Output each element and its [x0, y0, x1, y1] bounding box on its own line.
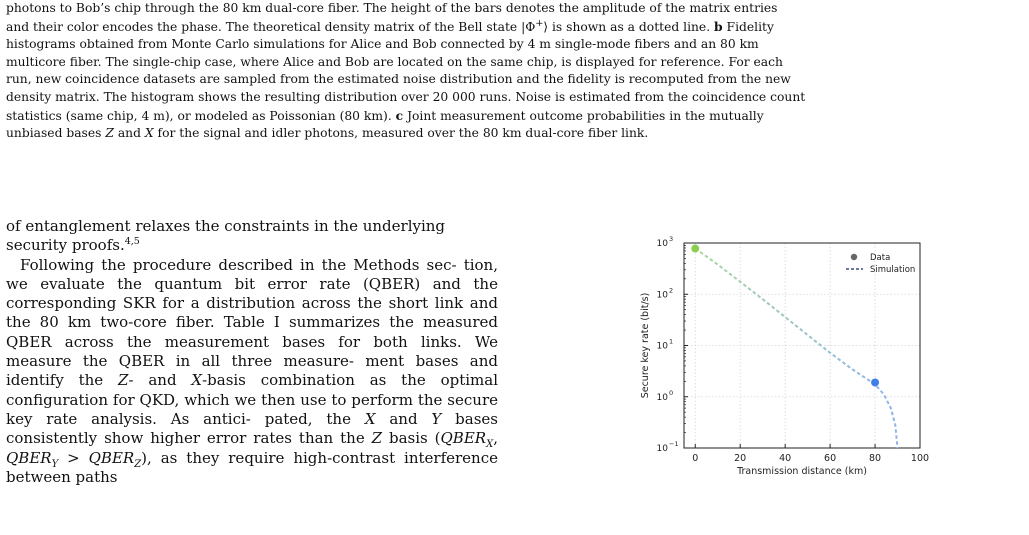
legend-label-data: Data	[870, 253, 891, 263]
math-expr: QBER	[440, 429, 487, 448]
citation: 4,5	[124, 236, 140, 248]
text-line: ment bases and identify the	[6, 352, 498, 390]
y-tick-label: 10	[656, 444, 668, 454]
math-var: Z	[105, 126, 114, 141]
text-line: basis (	[382, 429, 441, 448]
text-line: -basis combination	[202, 371, 355, 390]
text-line: and	[375, 409, 432, 428]
y-tick-exponent: 1	[669, 337, 674, 346]
math-var: X	[144, 126, 154, 141]
text-line: the corresponding SKR for a distribution across the short	[6, 274, 498, 313]
caption-text: for the signal and idler photons, measured over the 80 km dual-core fiber link.	[153, 126, 649, 141]
panel-label-c: c	[395, 107, 404, 123]
math-var: Y	[431, 409, 442, 428]
math-var: Z	[118, 371, 129, 390]
text-line: bases consistently show higher error	[6, 409, 498, 448]
caption-text: and their color encodes the phase. The theoretical density matrix of the Bell state |Φ	[6, 19, 536, 34]
caption-text: Fidelity	[722, 19, 774, 34]
caption-text: and	[113, 126, 145, 141]
paragraph	[6, 217, 498, 256]
simulation-line	[695, 249, 897, 449]
text-line: - and	[128, 371, 192, 390]
text-line: link and the 80 km two-core fiber. Table I summarizes	[6, 294, 498, 332]
text-line: use to perform the secure key rate analysis. As antici-	[6, 390, 498, 428]
data-point	[871, 378, 879, 386]
text-line: security proofs.	[6, 236, 125, 255]
y-tick-exponent: 0	[669, 388, 674, 397]
skr-chart	[620, 225, 950, 475]
x-axis-label: Transmission distance (km)	[737, 466, 867, 475]
caption-text: ⟩ is shown as a dotted line.	[543, 19, 715, 34]
x-tick-label: 80	[869, 453, 882, 464]
y-tick-label: 10	[656, 341, 668, 352]
legend-marker-data	[851, 254, 857, 260]
text-line: as they require high-contrast interference between paths	[6, 448, 498, 486]
caption-sup: +	[535, 17, 544, 29]
x-tick-label: 60	[824, 453, 837, 464]
text-line: rates than the	[253, 429, 372, 448]
text-line: >	[58, 448, 89, 467]
y-axis-label: Secure key rate (bit/s)	[640, 292, 651, 399]
text-line: ,	[493, 429, 498, 448]
panel-label-b: b	[714, 18, 723, 34]
math-sub: Y	[51, 458, 59, 470]
text-line: of entanglement relaxes the constraints in the underlying	[6, 217, 446, 235]
math-expr: QBER	[88, 448, 135, 467]
x-tick-label: 0	[692, 453, 699, 464]
legend-label-simulation: Simulation	[870, 265, 916, 275]
math-var: X	[364, 409, 376, 428]
caption-line: density matrix. The histogram shows the resulting distribution over 20 000 runs. Noise is estimated from the coincidence count	[6, 89, 806, 104]
x-tick-label: 40	[779, 453, 792, 464]
x-tick-label: 100	[910, 453, 930, 464]
body-text-column	[6, 217, 498, 487]
y-tick-exponent: −1	[669, 440, 679, 448]
text-line: pated, the	[264, 409, 365, 428]
caption-line: histograms obtained from Monte Carlo simulations for Alice and Bob connected by 4 m single-mode fibers and an 80 km	[6, 37, 759, 52]
math-var: X	[191, 371, 203, 390]
math-var: Z	[371, 429, 383, 448]
text-line: both links. We measure the QBER in all three measure-	[6, 332, 498, 371]
figure-caption	[6, 0, 1022, 143]
math-sub: X	[486, 439, 494, 451]
text-line: tion, we evaluate the quantum bit error rate (QBER) and	[6, 255, 498, 293]
caption-line: photons to Bob’s chip through the 80 km dual-core fiber. The height of the bars denotes the amplitude of the matrix entries	[6, 1, 778, 15]
y-tick-label: 10	[656, 239, 668, 249]
caption-text: Joint measurement outcome probabilities in the mutually	[403, 108, 764, 123]
x-tick-label: 20	[734, 453, 747, 464]
skr-figure	[620, 225, 950, 475]
y-tick-label: 10	[656, 290, 668, 301]
caption-line: run, new coincidence datasets are sampled from the estimated noise distribution and the fidelity is recomputed from the new	[6, 72, 791, 87]
math-expr: QBER	[6, 448, 52, 467]
y-tick-exponent: 2	[669, 286, 674, 295]
caption-line: multicore fiber. The single-chip case, where Alice and Bob are located on the same chip, is displayed for reference. For each	[6, 54, 783, 69]
text-line: Following the procedure described in the Methods sec-	[20, 255, 457, 274]
text-line: ),	[141, 448, 152, 467]
caption-text: statistics (same chip, 4 m), or modeled as Poissonian (80 km).	[6, 108, 396, 123]
math-sub: Z	[134, 458, 142, 470]
y-tick-label: 10	[656, 392, 668, 403]
y-tick-exponent: 3	[669, 235, 674, 243]
text-line: as the optimal configuration for QKD, which we then	[6, 371, 498, 409]
paragraph	[6, 256, 498, 488]
data-point	[691, 245, 699, 253]
text-line: the measured QBER across the measurement bases for	[6, 313, 498, 351]
caption-text: unbiased bases	[6, 126, 106, 141]
